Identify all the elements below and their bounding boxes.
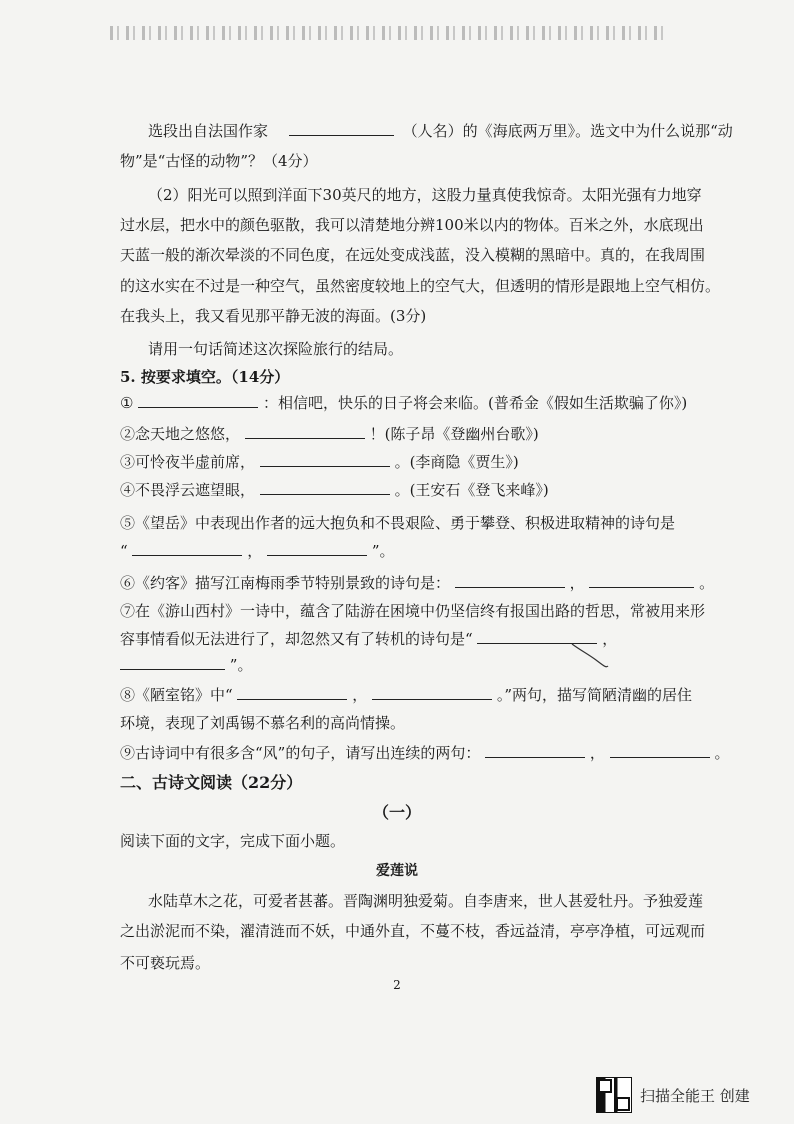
- text: ”。: [229, 656, 253, 674]
- fill-5-line1: ⑤《望岳》中表现出作者的远大抱负和不畏艰险、勇于攀登、积极进取精神的诗句是: [120, 514, 676, 532]
- text: ①: [120, 394, 134, 412]
- text: ，: [602, 630, 618, 648]
- fill-6: [120, 572, 714, 594]
- answer-blank[interactable]: [120, 655, 225, 670]
- text: 容事情看似无法进行了，却忽然又有了转机的诗句是“: [120, 630, 473, 648]
- fill-2: [120, 423, 539, 445]
- section-2-heading: 二、古诗文阅读（22分）: [120, 773, 303, 792]
- text: ，: [589, 744, 605, 762]
- essay-title: 爱莲说: [376, 863, 418, 879]
- q4b-line3: 天蓝一般的渐次晕淡的不同色度，在远处变成浅蓝，没入模糊的黑暗中。真的，在我周围: [120, 246, 706, 264]
- text: 选段出自法国作家: [148, 122, 269, 140]
- fill-9: [120, 742, 730, 764]
- fill-5-line2: [120, 540, 394, 562]
- answer-blank[interactable]: [267, 541, 367, 556]
- answer-blank[interactable]: [245, 424, 365, 439]
- text: “: [120, 542, 128, 560]
- answer-blank[interactable]: [485, 743, 585, 758]
- text: 。: [699, 574, 715, 592]
- text: 。(李商隐《贾生》): [394, 453, 519, 471]
- fill-7-line2: [120, 628, 617, 650]
- answer-blank[interactable]: [132, 541, 242, 556]
- q4b-line1: （2）阳光可以照到洋面下30英尺的地方，这股力量真使我惊奇。太阳光强有力地穿: [148, 186, 702, 204]
- text: ⑧《陋室铭》中“: [120, 686, 233, 704]
- page-number: 2: [393, 978, 401, 992]
- text: 。: [714, 744, 730, 762]
- fill-7-line3: [120, 654, 252, 676]
- text: ④不畏浮云遮望眼，: [120, 481, 256, 499]
- part-1-heading: （一）: [372, 803, 421, 822]
- q4b-line2: 过水层，把水中的颜色驱散，我可以清楚地分辨100米以内的物体。百米之外，水底现出: [120, 216, 704, 234]
- text: ⑨古诗词中有很多含“风”的句子，请写出连续的两句：: [120, 744, 481, 762]
- fill-8-line2: 环境，表现了刘禹锡不慕名利的高尚情操。: [120, 714, 406, 732]
- fill-1: [120, 392, 687, 414]
- text: ：相信吧，快乐的日子将会来临。(普希金《假如生活欺骗了你》): [263, 394, 688, 412]
- text: ③可怜夜半虚前席，: [120, 453, 256, 471]
- answer-blank[interactable]: [138, 393, 258, 408]
- q4b-line4: 的这水实在不过是一种空气，虽然密度较地上的空气大，但透明的情形是跟地上空气相仿。: [120, 277, 721, 295]
- pen-scratch-mark: [570, 640, 610, 670]
- fill-3: [120, 451, 519, 473]
- essay-line3: 不可亵玩焉。: [120, 954, 211, 972]
- text: ，: [247, 542, 263, 560]
- answer-blank[interactable]: [289, 121, 394, 136]
- q4a-line2: 物”是“古怪的动物”？（4分）: [120, 152, 318, 170]
- qr-code-icon: [596, 1077, 632, 1113]
- text: ⑥《约客》描写江南梅雨季节特别景致的诗句是：: [120, 574, 451, 592]
- fill-4: [120, 479, 549, 501]
- text: （人名）的《海底两万里》。选文中为什么说那“动: [402, 122, 733, 140]
- text: 。”两句，描写简陋清幽的居住: [496, 686, 692, 704]
- text: ，: [569, 574, 585, 592]
- scan-noise: [110, 26, 670, 40]
- essay-line1: 水陆草木之花，可爱者甚蕃。晋陶渊明独爱菊。自李唐来，世人甚爱牡丹。予独爱莲: [148, 892, 704, 910]
- answer-blank[interactable]: [455, 573, 565, 588]
- essay-line2: 之出淤泥而不染，濯清涟而不妖，中通外直，不蔓不枝，香远益清，亭亭净植，可远观而: [120, 922, 706, 940]
- answer-blank[interactable]: [589, 573, 694, 588]
- q4a-line1: [148, 120, 733, 142]
- text: ，: [352, 686, 368, 704]
- fill-7-line1: ⑦在《游山西村》一诗中，蕴含了陆游在困境中仍坚信终有报国出路的哲思，常被用来形: [120, 602, 706, 620]
- text: 。(王安石《登飞来峰》): [394, 481, 549, 499]
- text: ”。: [371, 542, 395, 560]
- answer-blank[interactable]: [610, 743, 710, 758]
- answer-blank[interactable]: [260, 480, 390, 495]
- watermark-label: 扫描全能王 创建: [640, 1086, 750, 1105]
- text: ②念天地之悠悠，: [120, 425, 241, 443]
- text: ！(陈子昂《登幽州台歌》): [369, 425, 539, 443]
- q4b-line5: 在我头上，我又看见那平静无波的海面。(3分): [120, 307, 427, 325]
- q4b-question: 请用一句话简述这次探险旅行的结局。: [148, 340, 404, 358]
- answer-blank[interactable]: [237, 685, 347, 700]
- answer-blank[interactable]: [260, 452, 390, 467]
- reading-instruction: 阅读下面的文字，完成下面小题。: [120, 832, 346, 850]
- answer-blank[interactable]: [372, 685, 492, 700]
- scanner-watermark: [596, 1077, 776, 1113]
- fill-8-line1: [120, 684, 692, 706]
- q5-heading: 5. 按要求填空。（14分）: [120, 368, 290, 386]
